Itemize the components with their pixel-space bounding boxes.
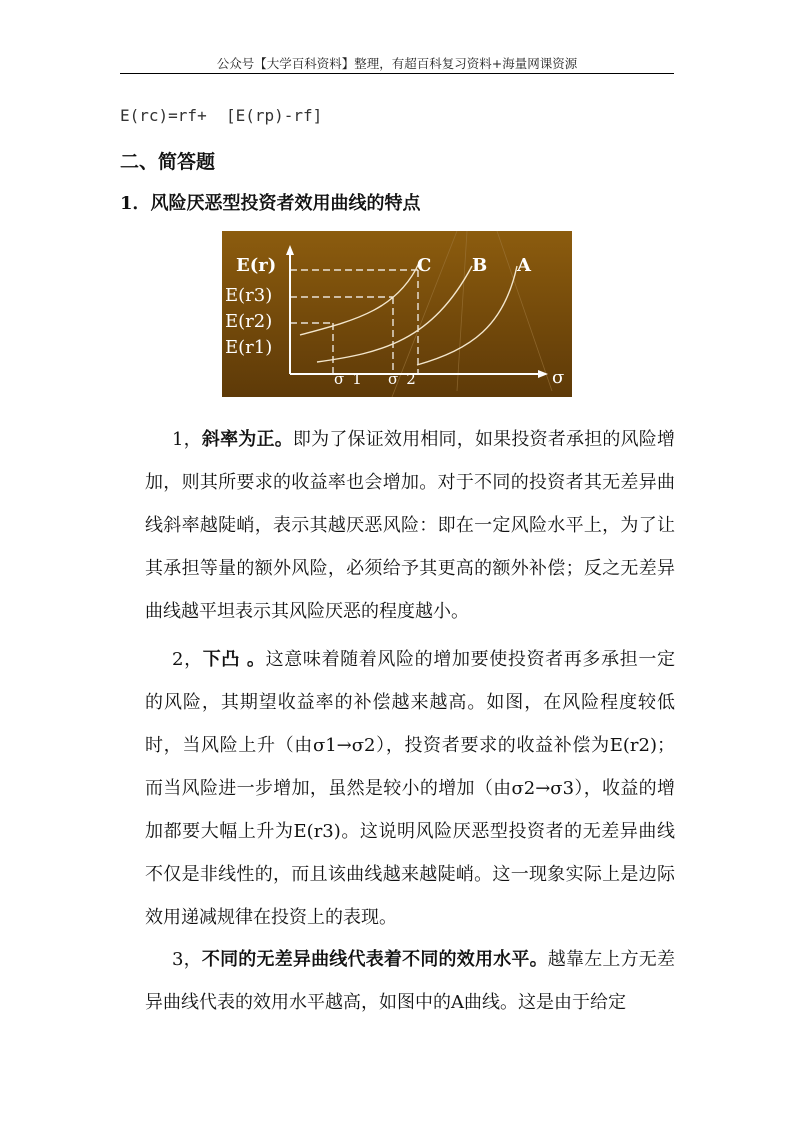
y-tick-r2: E(r2) <box>225 311 273 332</box>
curve-label-b: B <box>472 255 488 276</box>
y-tick-r1: E(r1) <box>225 337 273 358</box>
formula: E(rc)=rf+ [E(rp)-rf] <box>120 106 323 125</box>
utility-curve-figure <box>222 231 572 397</box>
paragraph-text: 越靠左上方无差异曲线代表的效用水平越高，如图中的A曲线。这是由于给定 <box>145 949 676 1013</box>
page-header: 公众号【大学百科资料】整理，有超百科复习资料+海量网课资源 <box>216 56 578 71</box>
paragraph-lead: 不同的无差异曲线代表着不同的效用水平。 <box>201 949 548 970</box>
paragraph-text: 即为了保证效用相同，如果投资者承担的风险增加，则其所要求的收益率也会增加。对于不同的投资者其无差异曲线斜率越陡峭，表示其越厌恶风险：即在一定风险水平上，为了让其承担等量的额外风险，必须给予其更高的额外补偿；反之无差异曲线越平坦表示其风险厌恶的程度越小。 <box>145 429 676 622</box>
question-title: 1．风险厌恶型投资者效用曲线的特点 <box>120 193 421 214</box>
y-axis-label: E(r) <box>236 255 277 276</box>
x-tick-sigma1: σ1 <box>334 370 370 388</box>
paragraph-1 <box>145 418 675 633</box>
paragraph-lead: 下凸 。 <box>202 649 266 670</box>
section-title: 二、简答题 <box>120 151 216 173</box>
x-tick-sigma2: σ2 <box>388 370 424 388</box>
curve-label-c: C <box>417 255 432 276</box>
paragraph-lead: 斜率为正。 <box>201 429 293 450</box>
x-axis-label: σ <box>552 367 565 388</box>
curve-label-a: A <box>517 255 531 276</box>
paragraph-number: 3， <box>172 949 202 970</box>
paragraph-2 <box>145 638 675 939</box>
paragraph-number: 2， <box>172 649 203 670</box>
paragraph-number: 1， <box>172 429 202 450</box>
paragraph-text: 这意味着随着风险的增加要使投资者再多承担一定的风险，其期望收益率的补偿越来越高。如图，在风险程度较低时，当风险上升（由σ1→σ2），投资者要求的收益补偿为E(r2)；而当风险进一步增加，虽然是较小的增加（由σ2→σ3），收益的增加都要大幅上升为E(r3)。这说明风险厌恶型投资者的无差异曲线不仅是非线性的，而且该曲线越来越陡峭。这一现象实际上是边际效用递减规律在投资上的表现。 <box>145 649 675 928</box>
header-divider <box>120 73 674 74</box>
paragraph-3 <box>145 938 675 1024</box>
y-tick-r3: E(r3) <box>225 285 273 306</box>
